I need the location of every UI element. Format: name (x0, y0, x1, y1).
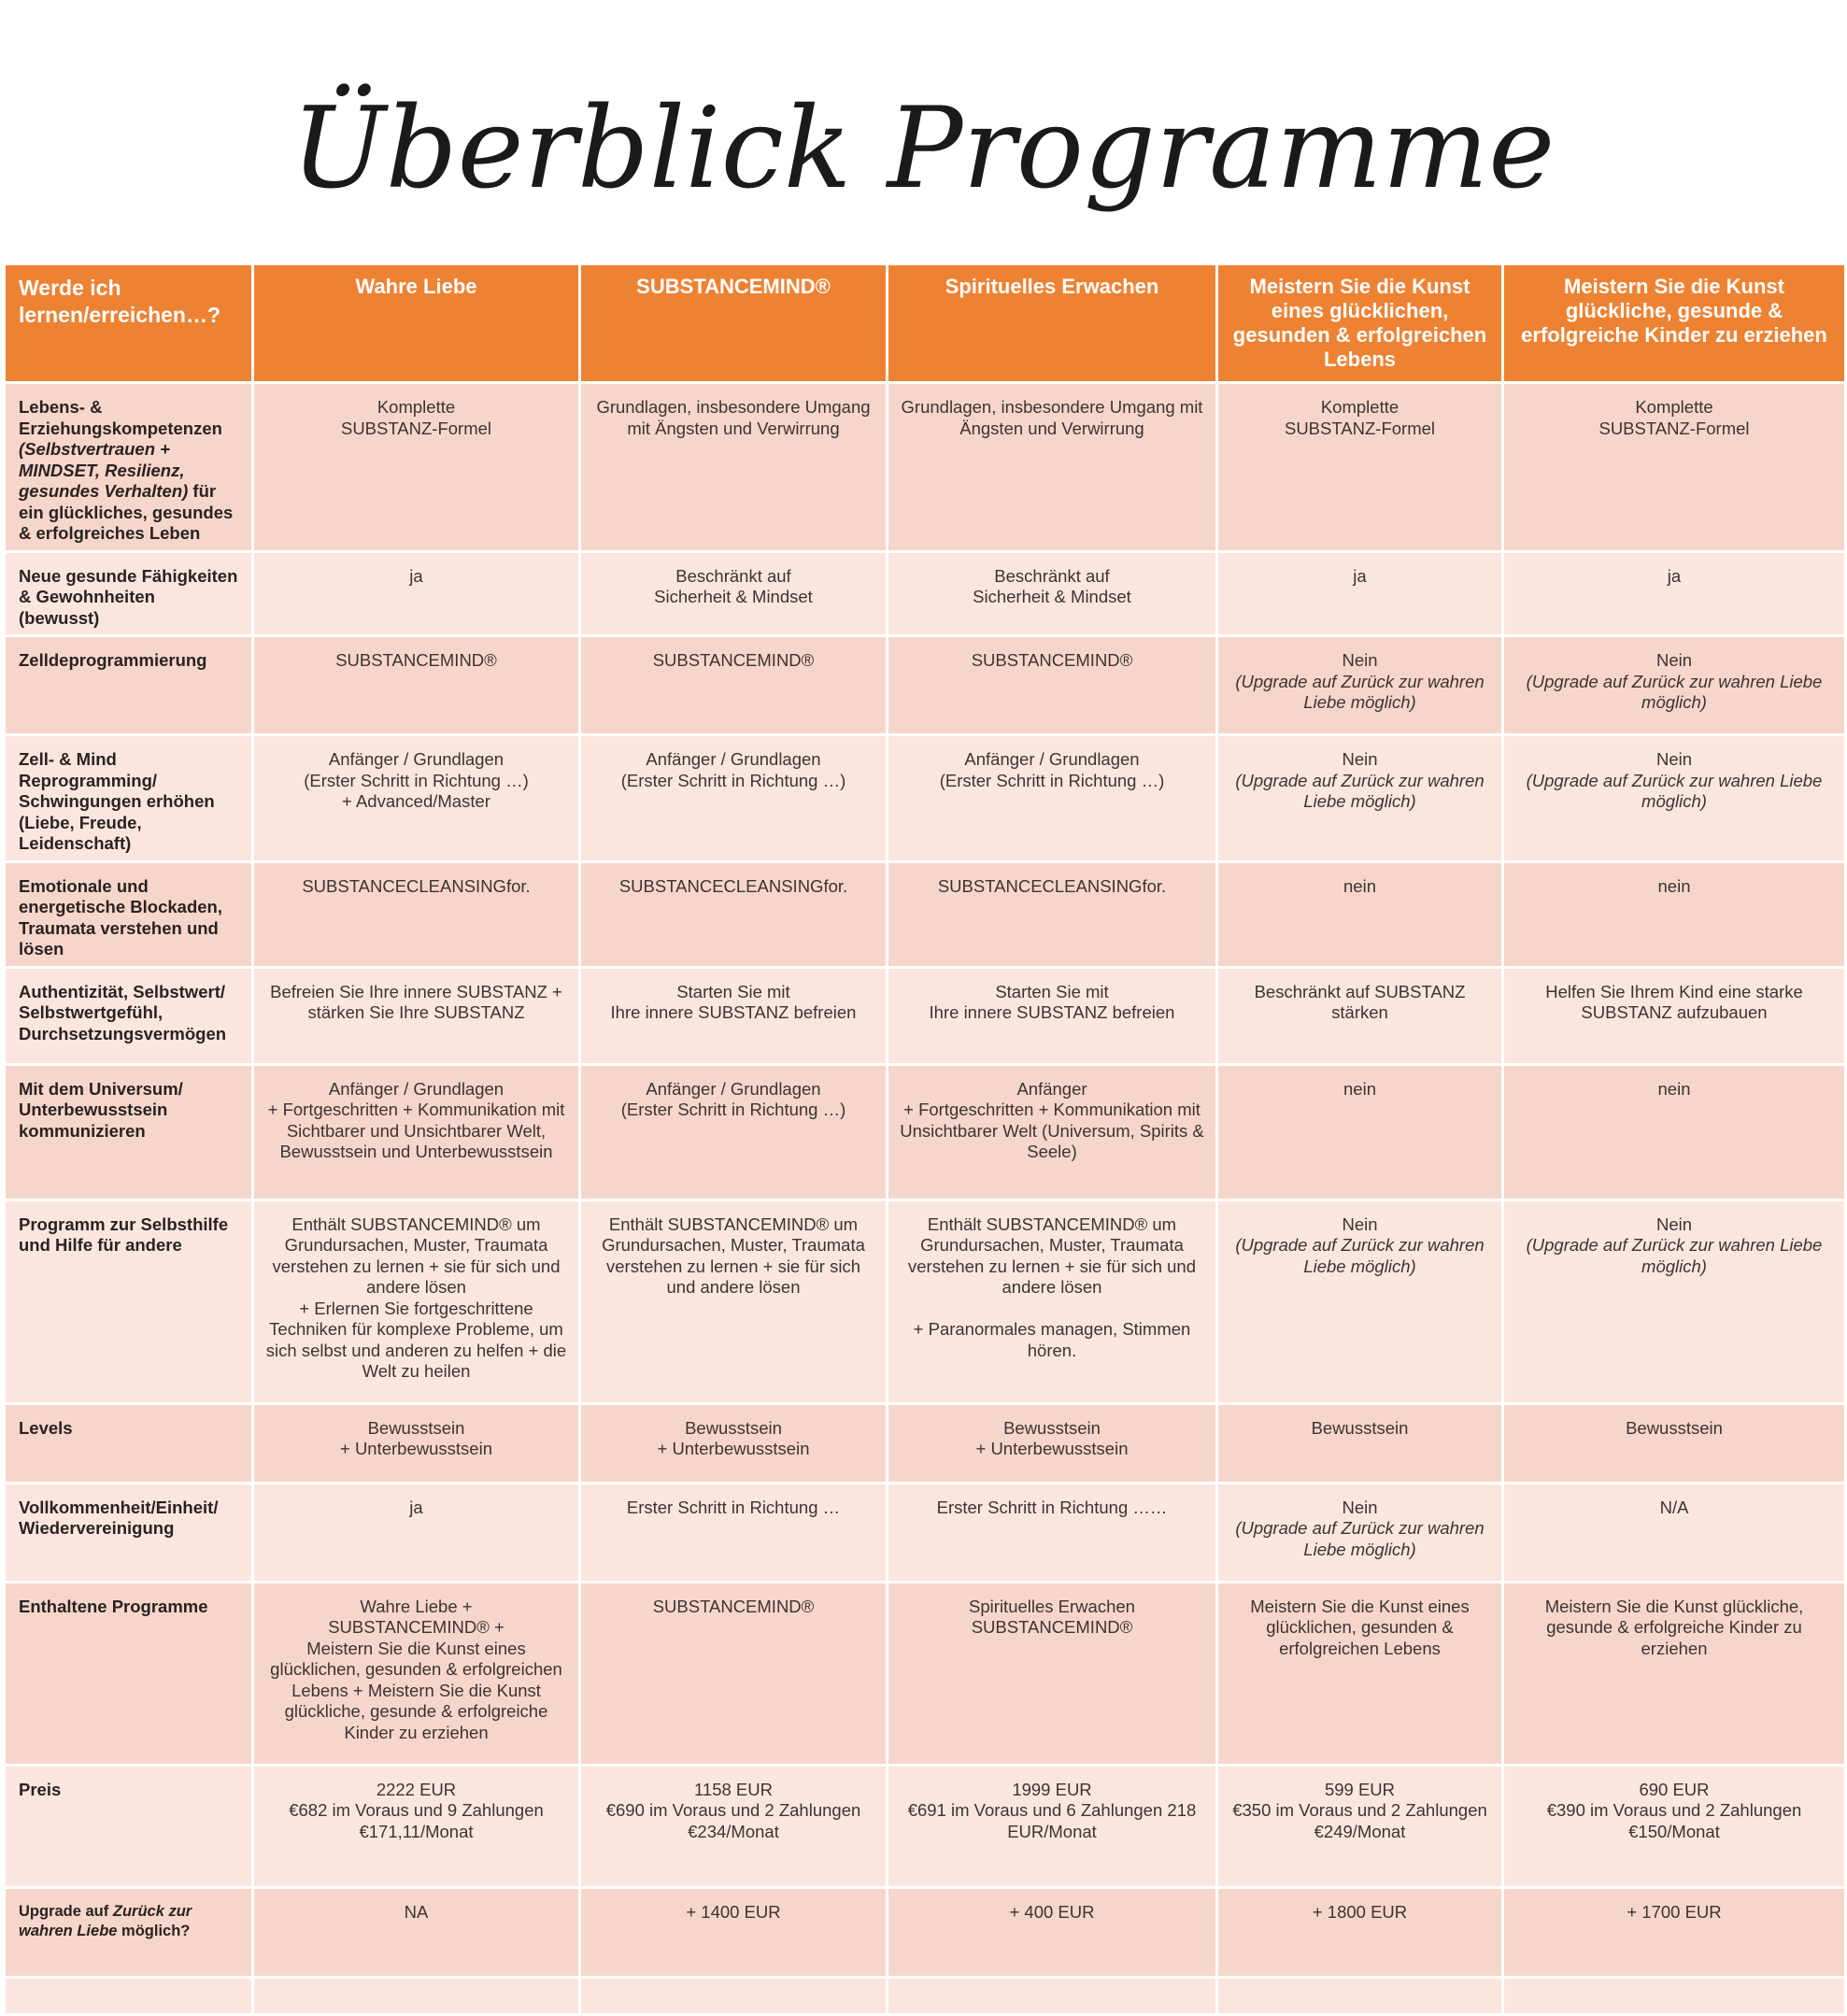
cell: Bewusstsein + Unterbewusstsein (253, 1403, 580, 1483)
cell: SUBSTANCECLEANSINGfor. (253, 861, 580, 967)
title-text: Überblick Programme (291, 84, 1556, 214)
cell: + 1400 EUR (580, 1887, 888, 1977)
cell: + 400 EUR (888, 1887, 1217, 1977)
table-row (5, 861, 1846, 967)
cell: + 1800 EUR (1217, 1887, 1503, 1977)
row-label (5, 383, 253, 552)
programs-comparison-table (3, 263, 1844, 2016)
cell (1503, 1200, 1846, 1403)
cell: Anfänger / Grundlagen (Erster Schritt in Richtung …) (888, 735, 1217, 862)
cell: Komplette SUBSTANZ-Formel (253, 383, 580, 552)
cell (1217, 1483, 1503, 1582)
row-label-text: für ein glückliches, gesundes & erfolgreiches Leben (19, 481, 234, 543)
cell: Meistern Sie die Kunst glückliche, gesunde & erfolgreiche Kinder zu erziehen (1503, 1582, 1846, 1765)
row-label: Programm zur Selbsthilfe und Hilfe für andere (5, 1200, 253, 1403)
cell: Helfen Sie Ihrem Kind eine starke SUBSTANZ aufzubauen (1503, 967, 1846, 1064)
cell: N/A (1503, 1483, 1846, 1582)
cell: Erster Schritt in Richtung … (580, 1483, 888, 1582)
empty-cell (5, 1977, 253, 2014)
cell (1217, 636, 1503, 735)
cell: Komplette SUBSTANZ-Formel (1503, 383, 1846, 552)
table-row (5, 1064, 1846, 1200)
cell: Anfänger / Grundlagen + Fortgeschritten + Kommunikation mit Sichtbarer und Unsichtbarer Welt, Bewusstsein und Unterbewusstsein (253, 1064, 580, 1200)
table-row (5, 1887, 1846, 1977)
cell: Anfänger / Grundlagen (Erster Schritt in Richtung …) + Advanced/Master (253, 735, 580, 862)
header-kunst-leben: Meistern Sie die Kunst eines glücklichen, gesunden & erfolgreichen Lebens (1217, 264, 1503, 383)
cell: SUBSTANCEMIND® (580, 636, 888, 735)
cell: Bewusstsein + Unterbewusstsein (580, 1403, 888, 1483)
cell: 690 EUR €390 im Voraus und 2 Zahlungen €150/Monat (1503, 1765, 1846, 1887)
cell: nein (1503, 861, 1846, 967)
cell-value: Nein (1342, 650, 1378, 670)
row-label-text: Upgrade auf (19, 1902, 113, 1920)
row-label-text: Lebens- & Erziehungskompetenzen (19, 397, 222, 438)
cell-note: (Upgrade auf Zurück zur wahren Liebe möglich) (1235, 1518, 1485, 1559)
cell: Enthält SUBSTANCEMIND® um Grundursachen, Muster, Traumata verstehen zu lernen + sie für sich und andere lösen (580, 1200, 888, 1403)
cell: ja (1503, 551, 1846, 636)
cell-note: (Upgrade auf Zurück zur wahren Liebe möglich) (1526, 1235, 1823, 1276)
table-row (5, 735, 1846, 862)
cell-note: (Upgrade auf Zurück zur wahren Liebe möglich) (1235, 671, 1485, 712)
cell-note: (Upgrade auf Zurück zur wahren Liebe möglich) (1235, 1235, 1485, 1276)
row-label: Zelldeprogrammierung (5, 636, 253, 735)
empty-cell (1503, 1977, 1846, 2014)
header-criteria: Werde ich lernen/erreichen…? (5, 264, 253, 383)
cell-note: (Upgrade auf Zurück zur wahren Liebe möglich) (1526, 770, 1823, 811)
cell: Beschränkt auf SUBSTANZ stärken (1217, 967, 1503, 1064)
header-substancemind: SUBSTANCEMIND® (580, 264, 888, 383)
cell: Erster Schritt in Richtung …… (888, 1483, 1217, 1582)
cell: Grundlagen, insbesondere Umgang mit Ängsten und Verwirrung (888, 383, 1217, 552)
row-label-em: (Selbstvertrauen + MINDSET, Resilienz, gesundes Verhalten) (19, 439, 189, 501)
cell: Starten Sie mit Ihre innere SUBSTANZ befreien (580, 967, 888, 1064)
cell: Beschränkt auf Sicherheit & Mindset (888, 551, 1217, 636)
cell: Anfänger / Grundlagen (Erster Schritt in Richtung …) (580, 1064, 888, 1200)
empty-cell (580, 1977, 888, 2014)
row-label (5, 1887, 253, 1977)
row-label: Preis (5, 1765, 253, 1887)
cell-note: (Upgrade auf Zurück zur wahren Liebe möglich) (1526, 671, 1823, 712)
header-kunst-kinder: Meistern Sie die Kunst glückliche, gesunde & erfolgreiche Kinder zu erziehen (1503, 264, 1846, 383)
table-row (5, 1200, 1846, 1403)
row-label: Neue gesunde Fähigkeiten & Gewohnheiten (bewusst) (5, 551, 253, 636)
empty-cell (1217, 1977, 1503, 2014)
table-row (5, 967, 1846, 1064)
row-label: Levels (5, 1403, 253, 1483)
cell (1503, 636, 1846, 735)
table-row (5, 1765, 1846, 1887)
table-row (5, 551, 1846, 636)
cell-value: Nein (1655, 749, 1693, 769)
cell: Starten Sie mit Ihre innere SUBSTANZ befreien (888, 967, 1217, 1064)
cell: Komplette SUBSTANZ-Formel (1217, 383, 1503, 552)
cell: nein (1217, 861, 1503, 967)
cell: Bewusstsein + Unterbewusstsein (888, 1403, 1217, 1483)
header-wahre-liebe: Wahre Liebe (253, 264, 580, 383)
cell: SUBSTANCEMIND® (888, 636, 1217, 735)
header-row (5, 264, 1846, 383)
cell: ja (253, 551, 580, 636)
row-label: Vollkommenheit/Einheit/ Wiedervereinigung (5, 1483, 253, 1582)
cell: SUBSTANCEMIND® (580, 1582, 888, 1765)
cell: ja (1217, 551, 1503, 636)
cell: Enthält SUBSTANCEMIND® um Grundursachen, Muster, Traumata verstehen zu lernen + sie für sich und andere lösen + Erlernen Sie fortgeschrittene Techniken für komplexe Probleme, um sich selbst und anderen zu helfen + die Welt zu heilen (253, 1200, 580, 1403)
title-script (0, 0, 1847, 262)
table-row (5, 1582, 1846, 1765)
cell: Spirituelles Erwachen SUBSTANCEMIND® (888, 1582, 1217, 1765)
cell-value: Nein (1342, 1497, 1378, 1517)
row-label-em: Zurück zur wahren Liebe (19, 1902, 192, 1939)
cell: Anfänger + Fortgeschritten + Kommunikation mit Unsichtbarer Welt (Universum, Spirits & Seele) (888, 1064, 1217, 1200)
cell: nein (1217, 1064, 1503, 1200)
table-row (5, 636, 1846, 735)
cell: Enthält SUBSTANCEMIND® um Grundursachen, Muster, Traumata verstehen zu lernen + sie für sich und andere lösen + Paranormales managen, Stimmen hören. (888, 1200, 1217, 1403)
page-title (0, 0, 1847, 262)
row-label: Emotionale und energetische Blockaden, Traumata verstehen und lösen (5, 861, 253, 967)
cell: 599 EUR €350 im Voraus und 2 Zahlungen €249/Monat (1217, 1765, 1503, 1887)
table-row (5, 1977, 1846, 2014)
table-row (5, 1483, 1846, 1582)
cell: Meistern Sie die Kunst eines glücklichen, gesunden & erfolgreichen Lebens (1217, 1582, 1503, 1765)
empty-cell (253, 1977, 580, 2014)
header-spirituelles-erwachen: Spirituelles Erwachen (888, 264, 1217, 383)
cell: Bewusstsein (1217, 1403, 1503, 1483)
cell-value: Nein (1342, 1214, 1378, 1234)
row-label: Authentizität, Selbstwert/ Selbstwertgefühl, Durchsetzungsvermögen (5, 967, 253, 1064)
cell: ja (253, 1483, 580, 1582)
row-label-text: möglich? (117, 1922, 191, 1939)
cell (1217, 1200, 1503, 1403)
cell: 2222 EUR €682 im Voraus und 9 Zahlungen €171,11/Monat (253, 1765, 580, 1887)
cell: SUBSTANCECLEANSINGfor. (580, 861, 888, 967)
cell-value: Nein (1342, 749, 1378, 769)
cell: Beschränkt auf Sicherheit & Mindset (580, 551, 888, 636)
cell: Bewusstsein (1503, 1403, 1846, 1483)
cell (1503, 735, 1846, 862)
row-label: Mit dem Universum/ Unterbewusstsein kommunizieren (5, 1064, 253, 1200)
empty-cell (888, 1977, 1217, 2014)
table-row (5, 383, 1846, 552)
cell: Wahre Liebe + SUBSTANCEMIND® + Meistern Sie die Kunst eines glücklichen, gesunden & erfolgreichen Lebens + Meistern Sie die Kunst glückliche, gesunde & erfolgreiche Kinder zu erziehen (253, 1582, 580, 1765)
cell: + 1700 EUR (1503, 1887, 1846, 1977)
cell-value: Nein (1655, 650, 1693, 670)
cell: Befreien Sie Ihre innere SUBSTANZ + stärken Sie Ihre SUBSTANZ (253, 967, 580, 1064)
cell: SUBSTANCEMIND® (253, 636, 580, 735)
row-label: Zell- & Mind Reprogramming/ Schwingungen erhöhen (Liebe, Freude, Leidenschaft) (5, 735, 253, 862)
cell (1217, 735, 1503, 862)
cell: 1999 EUR €691 im Voraus und 6 Zahlungen 218 EUR/Monat (888, 1765, 1217, 1887)
cell-note: (Upgrade auf Zurück zur wahren Liebe möglich) (1235, 770, 1485, 811)
cell: NA (253, 1887, 580, 1977)
cell: Grundlagen, insbesondere Umgang mit Ängsten und Verwirrung (580, 383, 888, 552)
cell: Anfänger / Grundlagen (Erster Schritt in Richtung …) (580, 735, 888, 862)
table-row (5, 1403, 1846, 1483)
cell: nein (1503, 1064, 1846, 1200)
cell: SUBSTANCECLEANSINGfor. (888, 861, 1217, 967)
cell: 1158 EUR €690 im Voraus und 2 Zahlungen €234/Monat (580, 1765, 888, 1887)
cell-value: Nein (1655, 1214, 1693, 1234)
row-label: Enthaltene Programme (5, 1582, 253, 1765)
